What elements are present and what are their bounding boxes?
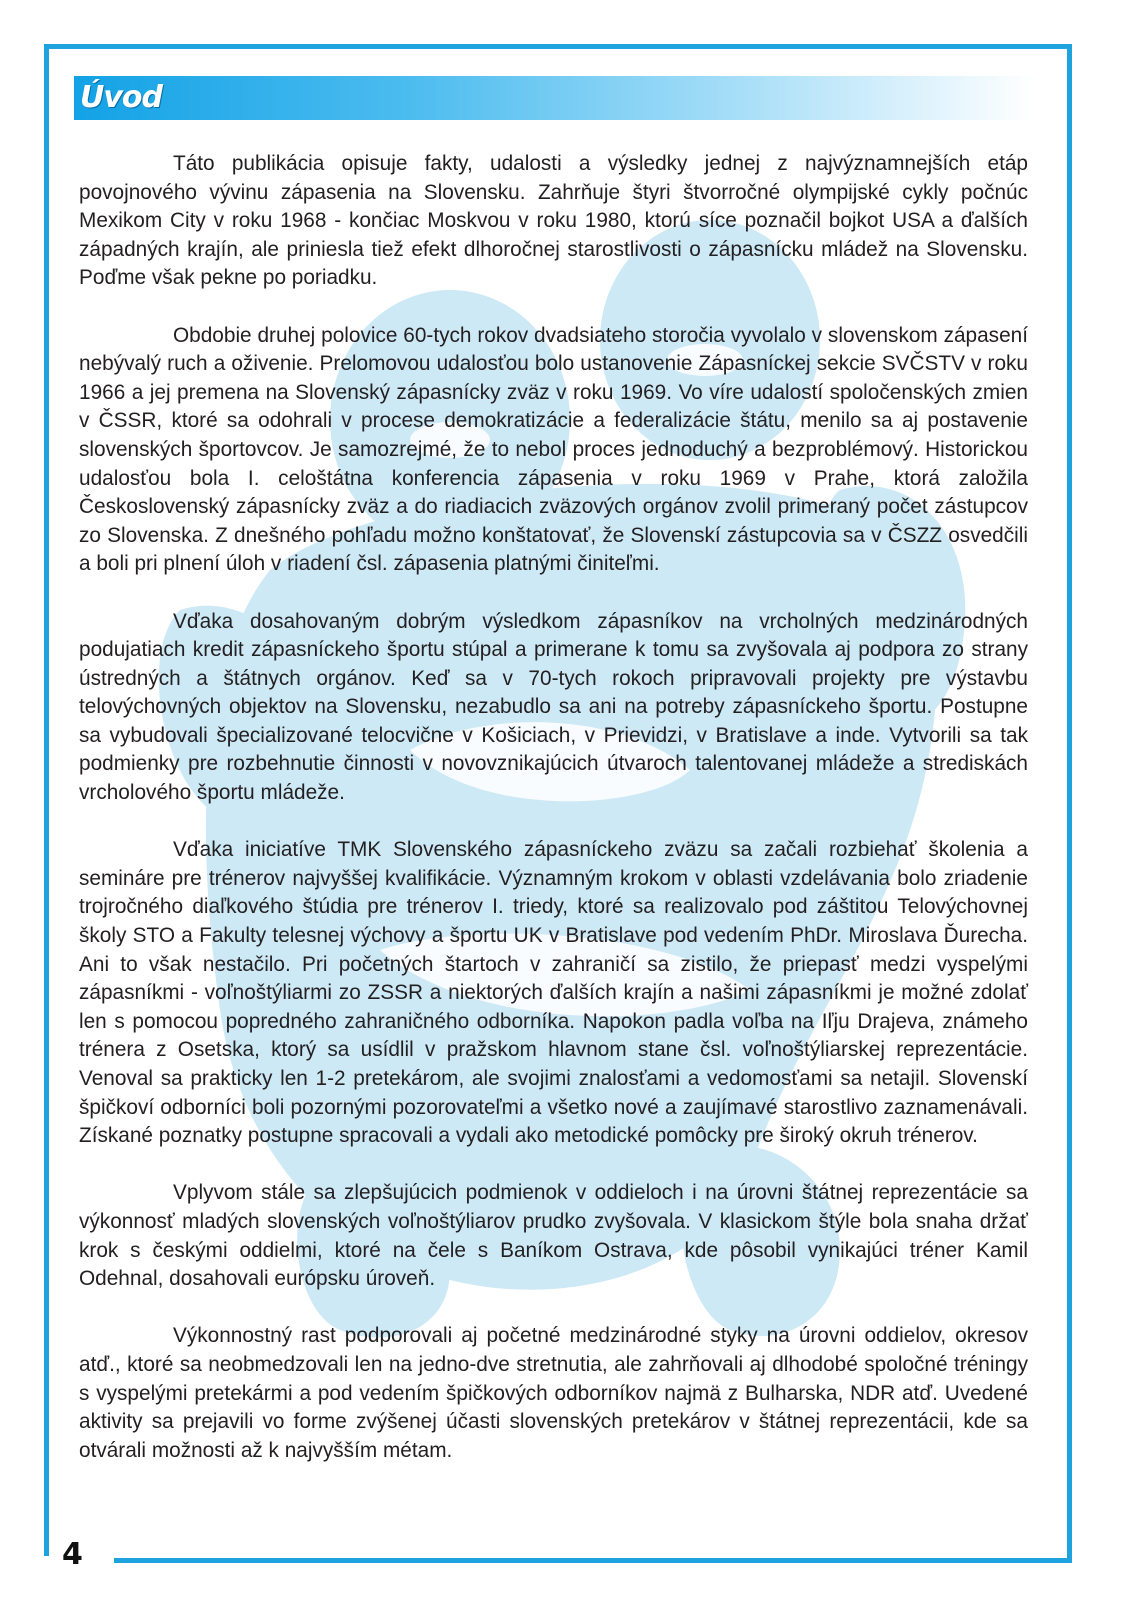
page-number: 4	[62, 1537, 83, 1572]
body-text	[79, 150, 1028, 1465]
page-frame-top	[44, 44, 1072, 49]
section-title-bar	[74, 76, 1034, 120]
page-frame-right	[1067, 44, 1072, 1563]
page-frame-left	[44, 44, 49, 1556]
paragraph: Výkonnostný rast podporovali aj početné medzinárodné styky na úrovni oddielov, okresov atď., ktoré sa neobmedzovali len na jedno-dve stretnutia, ale zahrňovali aj dlhodobé spoločné tréningy s vyspelými pretekármi a pod vedením špičkových odborníkov najmä z Bulharska, NDR atď. Uvedené aktivity sa prejavili vo forme zvýšenej účasti slovenských pretekárov v štátnej reprezentácii, kde sa otvárali možnosti až k najvyšším métam.	[79, 1324, 1028, 1462]
paragraph: Táto publikácia opisuje fakty, udalosti a výsledky jednej z najvýznamnejších etáp povojnového vývinu zápasenia na Slovensku. Zahrňuje štyri štvorročné olympijské cykly počnúc Mexikom City v roku 1968 - končiac Moskvou v roku 1980, ktorú síce poznačil bojkot USA a ďalších západných krajín, ale priniesla tiež efekt dlhoročnej starostlivosti o zápasnícku mládež na Slovensku. Poďme však pekne po poriadku.	[79, 152, 1028, 290]
paragraph: Vplyvom stále sa zlepšujúcich podmienok v oddieloch i na úrovni štátnej reprezentácie sa výkonnosť mladých slovenských voľnoštýliarov prudko zvyšovala. V klasickom štýle bola snaha držať krok s českými oddielmi, ktoré na čele s Baníkom Ostrava, kde pôsobil vynikajúci tréner Kamil Odehnal, dosahovali európsku úroveň.	[79, 1181, 1028, 1291]
paragraph: Vďaka iniciatíve TMK Slovenského zápasníckeho zväzu sa začali rozbiehať školenia a semináre pre trénerov najvyššej kvalifikácie. Významným krokom v oblasti vzdelávania bolo zriadenie trojročného diaľkového štúdia pre trénerov I. triedy, ktoré sa realizovalo pod záštitou Telovýchovnej školy STO a Fakulty telesnej výchovy a športu UK v Bratislave pod vedením PhDr. Miroslava Ďurecha. Ani to však nestačilo. Pri početných štartoch v zahraničí sa zistilo, že priepasť medzi vyspelými zápasníkmi - voľnoštýliarmi zo ZSSR a niektorých ďalších krajín a našimi zápasníkmi je možné zdolať len s pomocou popredného zahraničného odborníka. Napokon padla voľba na Iľju Drajeva, známeho trénera z Osetska, ktorý sa usídlil v pražskom hlavnom stane čsl. voľnoštýliarskej reprezentácie. Venoval sa prakticky len 1-2 pretekárom, ale svojimi znalosťami a vedomosťami sa netajil. Slovenskí špičkoví odborníci boli pozornými pozorovateľmi a všetko nové a zaujímavé starostlivo zaznamenávali. Získané poznatky postupne spracovali a vydali ako metodické pomôcky pre široký okruh trénerov.	[79, 838, 1028, 1148]
section-title: Úvod	[80, 80, 163, 115]
paragraph: Obdobie druhej polovice 60-tych rokov dvadsiateho storočia vyvolalo v slovenskom zápasení nebývalý ruch a oživenie. Prelomovou udalosťou bolo ustanovenie Zápasníckej sekcie SVČSTV v roku 1966 a jej premena na Slovenský zápasnícky zväz v roku 1969. Vo víre udalostí spoločenských zmien v ČSSR, ktoré sa odohrali v procese demokratizácie a federalizácie štátu, menilo sa aj postavenie slovenských športovcov. Je samozrejmé, že to nebol proces jednoduchý a bezproblémový. Historickou udalosťou bola I. celoštátna konferencia zápasenia v roku 1969 v Prahe, ktorá založila Československý zápasnícky zväz a do riadiacich zväzových orgánov zvolil primeraný počet zástupcov zo Slovenska. Z dnešného pohľadu možno konštatovať, že Slovenskí zástupcovia sa v ČSZZ osvedčili a boli pri plnení úloh v riadení čsl. zápasenia platnými činiteľmi.	[79, 323, 1028, 576]
page-frame-bottom	[114, 1558, 1072, 1563]
paragraph: Vďaka dosahovaným dobrým výsledkom zápasníkov na vrcholných medzinárodných podujatiach kredit zápasníckeho športu stúpal a primerane k tomu sa zvyšovala aj podpora zo strany ústredných a štátnych orgánov. Keď sa v 70-tych rokoch pripravovali projekty pre výstavbu telovýchovných objektov na Slovensku, nezabudlo sa ani na potreby zápasníckeho športu. Postupne sa vybudovali špecializované telocvične v Košiciach, v Prievidzi, v Bratislave a inde. Vytvorili sa tak podmienky pre rozbehnutie činnosti v novovznikajúcich útvaroch talentovanej mládeže a strediskách vrcholového športu mládeže.	[79, 609, 1028, 805]
